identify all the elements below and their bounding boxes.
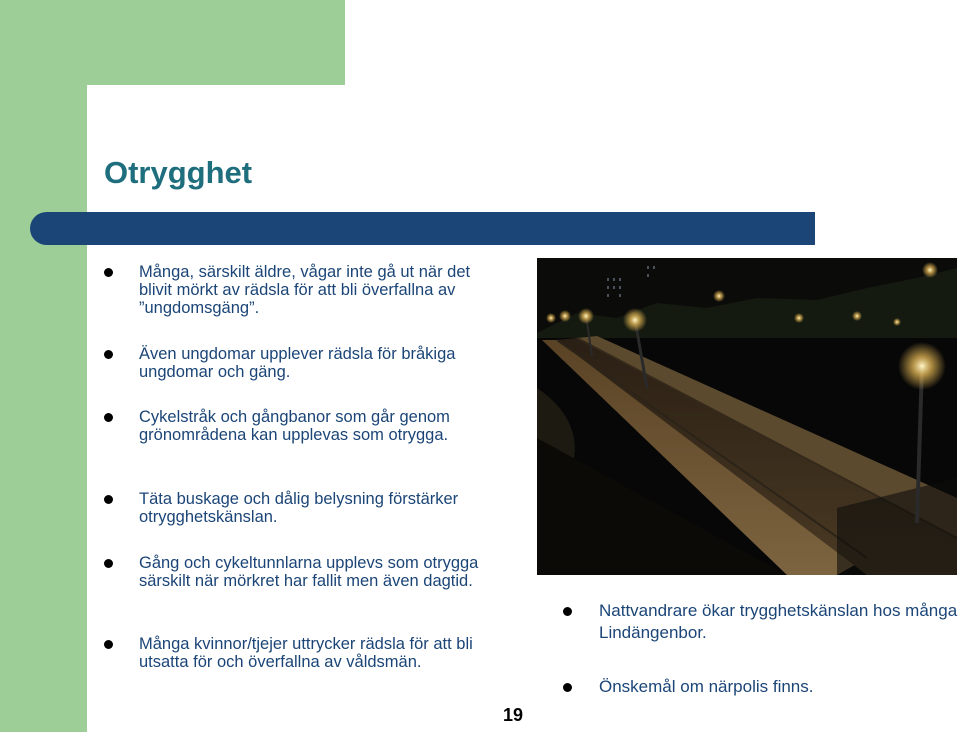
list-item xyxy=(563,676,813,698)
night-footpath-photo xyxy=(537,258,957,575)
page-number: 19 xyxy=(503,705,524,725)
list-item-text: Cykelstråk och gångbanor som går genom grönområdena kan upplevas som otrygga. xyxy=(139,408,450,444)
bullet-icon xyxy=(104,413,113,422)
bullet-icon xyxy=(104,559,113,568)
bullet-icon xyxy=(104,495,113,504)
list-item-text: Täta buskage och dålig belysning förstärker otrygghetskänslan. xyxy=(139,490,459,526)
list-item-text: Nattvandrare ökar trygghetskänslan hos många Lindängenbor. xyxy=(599,601,958,642)
bullet-icon xyxy=(104,268,113,277)
bullet-icon xyxy=(104,350,113,359)
list-item xyxy=(563,600,958,644)
list-item-text: Många, särskilt äldre, vågar inte gå ut när det blivit mörkt av rädsla för att bli överfallna av ”ungdomsgäng”. xyxy=(139,263,471,317)
page-title: Otrygghet xyxy=(104,155,253,190)
bullet-icon xyxy=(563,607,572,616)
title-divider-bar xyxy=(30,212,815,245)
list-item xyxy=(104,345,504,381)
green-header-band xyxy=(0,0,345,85)
list-item-text: Önskemål om närpolis finns. xyxy=(599,677,814,696)
list-item-text: Även ungdomar upplever rädsla för bråkiga ungdomar och gäng. xyxy=(139,345,456,381)
list-item xyxy=(104,263,504,317)
footpath-illustration xyxy=(537,258,957,575)
list-item xyxy=(104,635,504,671)
bullet-icon xyxy=(104,640,113,649)
list-item xyxy=(104,554,504,590)
list-item-text: Många kvinnor/tjejer uttrycker rädsla för att bli utsatta för och överfallna av våldsmän. xyxy=(139,635,473,671)
list-item xyxy=(104,490,504,526)
list-item xyxy=(104,408,504,444)
green-margin-band xyxy=(0,0,87,732)
list-item-text: Gång och cykeltunnlarna upplevs som otrygga särskilt när mörkret har fallit men även dagtid. xyxy=(139,554,479,590)
bullet-icon xyxy=(563,683,572,692)
